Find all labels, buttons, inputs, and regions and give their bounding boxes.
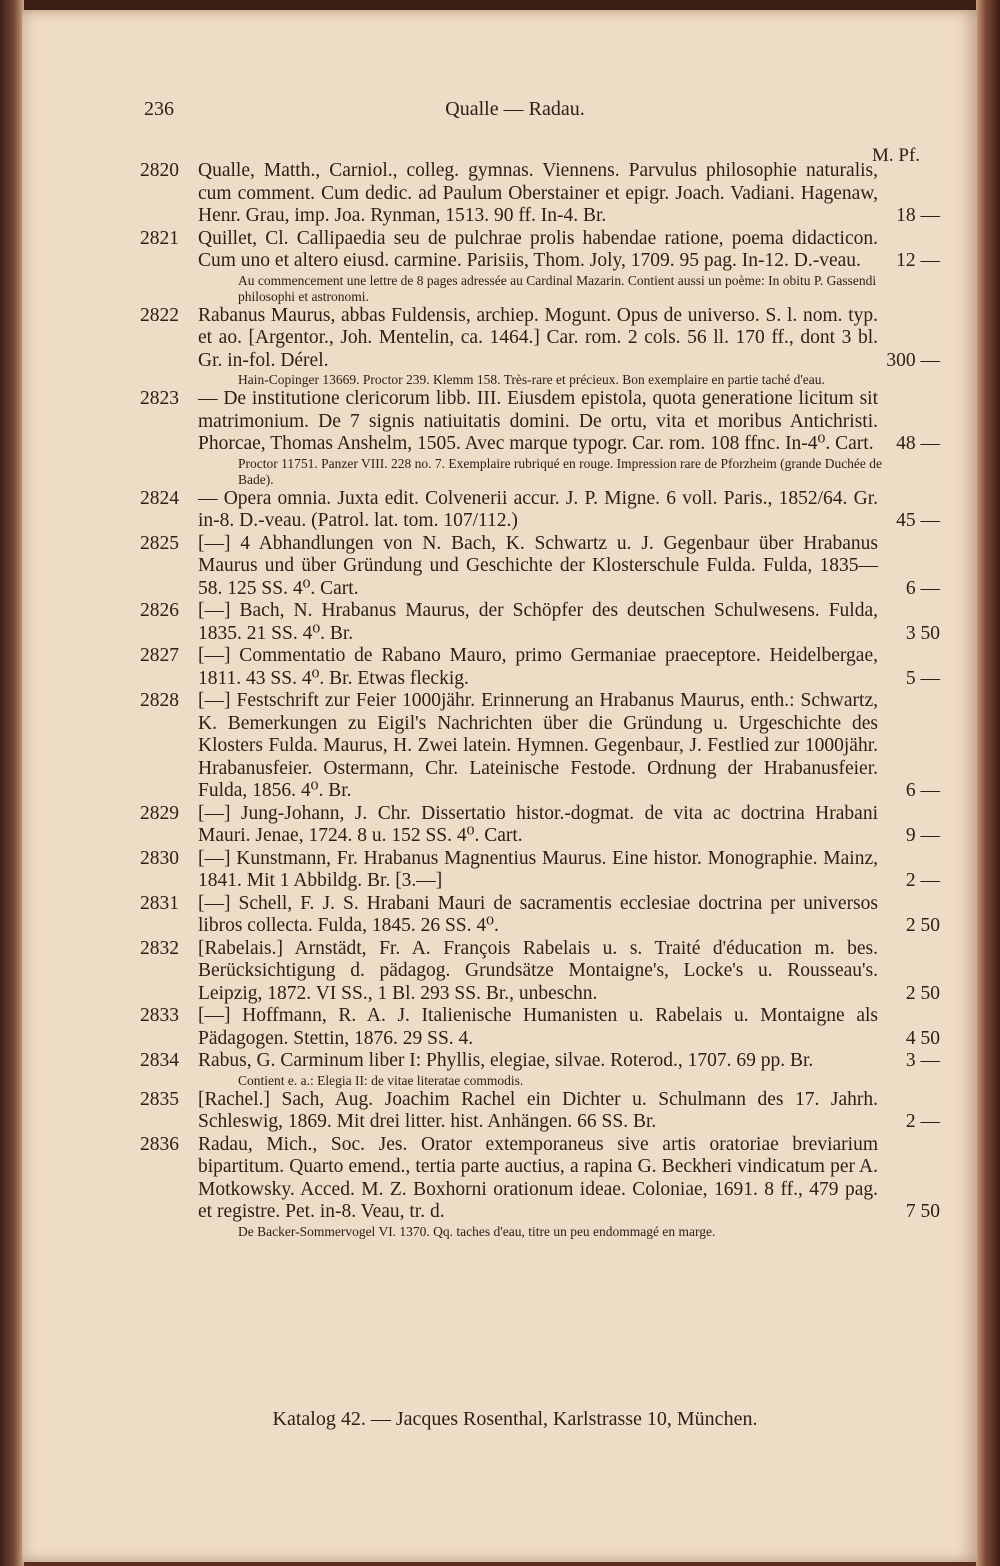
entry-description: [—] Kunstmann, Fr. Hrabanus Magnentius Maurus. Eine histor. Monographie. Mainz, 1841. Mit 1 Abbildg. Br. [3.—] — [198, 847, 878, 891]
catalog-entry — [140, 533, 940, 601]
entry-price: 6 — — [905, 577, 940, 599]
entry-price: 2 50 — [905, 982, 940, 1004]
entry-price: 5 — — [905, 667, 940, 689]
catalog-entry — [140, 1134, 940, 1224]
entry-description: Quillet, Cl. Callipaedia seu de pulchrae prolis habendae ratione, poema didacticon. Cum uno et altero eiusd. carmine. Parisiis, Thom. Joly, 1709. 95 pag. In-12. D.-veau. — [198, 227, 878, 271]
catalog-footer: Katalog 42. — Jacques Rosenthal, Karlstrasse 10, München. — [272, 1408, 758, 1430]
entry-number: 2825 — [140, 532, 179, 554]
entry-note: Au commencement une lettre de 8 pages adressée au Cardinal Mazarin. Contient aussi un poème: In obitu P. Gassendi philosophi et astronomi. — [238, 272, 877, 304]
entry-price: 4 50 — [905, 1027, 940, 1049]
entry-price: 48 — — [896, 433, 940, 454]
catalog-entries — [140, 160, 940, 1240]
entry-description: [—] Hoffmann, R. A. J. Italienische Humanisten u. Rabelais u. Montaigne als Pädagogen. Stettin, 1876. 29 SS. 4. — [198, 1005, 878, 1049]
entry-number: 2836 — [140, 1133, 179, 1155]
page-header — [120, 98, 910, 128]
entry-number: 2823 — [140, 388, 179, 409]
catalog-entry — [140, 1089, 940, 1134]
entry-description: Qualle, Matth., Carniol., colleg. gymnas. Viennens. Parvulus philosophie naturalis, cum comment. Cum dedic. ad Paulum Oberstainer et epigr. Joach. Vadiani. Hagenaw, Henr. Grau, imp. Joa. Rynman, 1513. 90 ff. In-4. Br. — [198, 160, 878, 226]
entry-number: 2822 — [140, 304, 179, 326]
entry-price: 45 — — [896, 510, 940, 531]
catalog-entry — [140, 893, 940, 938]
catalog-entry — [140, 848, 940, 893]
entry-description: Radau, Mich., Soc. Jes. Orator extemporaneus sive artis oratoriae breviarium bipartitum. Quarto emend., tertia parte auctius, a rapina G. Beckheri vindicatum per A. Motkowsky. Acced. M. Z. Boxhorni orationum ideae. Coloniae, 1691. 8 ff., 479 pag. et registre. Pet. in-8. Veau, tr. d. — [198, 1133, 878, 1222]
entry-number: 2827 — [140, 645, 179, 666]
entry-price: 6 — — [905, 780, 940, 801]
catalog-entry — [140, 938, 940, 1006]
entry-number: 2833 — [140, 1005, 179, 1026]
entry-description: [—] Jung-Johann, J. Chr. Dissertatio histor.-dogmat. de vita ac doctrina Hrabani Mauri. Jenae, 1724. 8 u. 152 SS. 4⁰. Cart. — [198, 802, 878, 846]
entry-description: [Rabelais.] Arnstädt, Fr. A. François Rabelais u. s. Traité d'éducation m. bes. Berücksichtigung d. pädagog. Grundsätze Montaigne's, Locke's u. Rousseau's. Leipzig, 1872. VI SS., 1 Bl. 293 SS. Br., unbeschn. — [198, 937, 878, 1004]
entry-description: Rabanus Maurus, abbas Fuldensis, archiep. Mogunt. Opus de universo. S. l. nom. typ. et ao. [Argentor., Joh. Mentelin, ca. 1464.] Car. rom. 2 cols. 56 ll. 170 ff., dont 3 bl. Gr. in-fol. Dérel. — [198, 304, 878, 371]
catalog-entry — [140, 305, 940, 373]
entry-number: 2820 — [140, 160, 179, 181]
entry-number: 2832 — [140, 937, 179, 959]
entry-number: 2821 — [140, 227, 179, 249]
entry-description: — Opera omnia. Juxta edit. Colvenerii accur. J. P. Migne. 6 voll. Paris., 1852/64. Gr. in-8. D.-veau. (Patrol. lat. tom. 107/112.) — [198, 487, 878, 531]
catalog-entry — [140, 388, 940, 456]
entry-number: 2829 — [140, 802, 179, 824]
catalog-entry — [140, 690, 940, 803]
entry-price: 9 — — [905, 825, 940, 846]
entry-note: Proctor 11751. Panzer VIII. 228 no. 7. Exemplaire rubriqué en rouge. Impression rare de Pforzheim (grande Duchée de Bade). — [238, 455, 883, 487]
entry-price: 3 — — [905, 1050, 940, 1071]
page-number: 236 — [144, 98, 174, 120]
catalog-entry — [140, 600, 940, 645]
entry-description: [—] Schell, F. J. S. Hrabani Mauri de sacramentis ecclesiae doctrina per universos libros collecta. Fulda, 1845. 26 SS. 4⁰. — [198, 892, 878, 936]
entry-number: 2831 — [140, 892, 179, 914]
entry-price: 2 — — [905, 1111, 940, 1132]
entry-number: 2835 — [140, 1088, 179, 1110]
entry-description: — De institutione clericorum libb. III. Eiusdem epistola, quota generatione licitum sit matrimonium. De 7 signis natiuitatis domini. De ortu, vita et moribus Antichristi. Phorcae, Thomas Anshelm, 1505. Avec marque typogr. Car. rom. 108 ffnc. In-4⁰. Cart. — [198, 388, 878, 454]
catalog-entry — [140, 228, 940, 273]
entry-price: 2 50 — [905, 915, 940, 936]
entry-price: 300 — — [886, 349, 940, 371]
catalog-entry — [140, 1005, 940, 1050]
entry-note: Contient e. a.: Elegia II: de vitae literatae commodis. — [238, 1072, 524, 1088]
entry-note: Hain-Copinger 13669. Proctor 239. Klemm 158. Très-rare et précieux. Bon exemplaire en partie taché d'eau. — [238, 372, 825, 387]
entry-price: 7 50 — [905, 1201, 940, 1222]
entry-description: [—] 4 Abhandlungen von N. Bach, K. Schwartz u. J. Gegenbaur über Hrabanus Maurus und über Gründung und Geschichte der Klosterschule Fulda. Fulda, 1835—58. 125 SS. 4⁰. Cart. — [198, 532, 878, 599]
book-edge — [976, 0, 1000, 1566]
entry-price: 12 — — [896, 250, 940, 271]
entry-price: 3 50 — [905, 622, 940, 644]
entry-description: [—] Commentatio de Rabano Mauro, primo Germaniae praeceptore. Heidelbergae, 1811. 43 SS. 4⁰. Br. Etwas fleckig. — [198, 645, 878, 689]
entry-price: 18 — — [896, 205, 940, 226]
entry-number: 2828 — [140, 690, 179, 711]
entry-number: 2830 — [140, 847, 179, 869]
book-spine — [0, 0, 24, 1566]
catalog-entry — [140, 1050, 940, 1073]
catalog-entry — [140, 803, 940, 848]
entry-description: [Rachel.] Sach, Aug. Joachim Rachel ein Dichter u. Schulmann des 17. Jahrh. Schleswig, 1869. Mit drei litter. hist. Anhängen. 66 SS. Br. — [198, 1088, 878, 1132]
entry-number: 2834 — [140, 1050, 179, 1071]
entry-note: De Backer-Sommervogel VI. 1370. Qq. taches d'eau, titre un peu endommagé en marge. — [238, 1223, 716, 1239]
catalog-entry — [140, 488, 940, 533]
entry-description: Rabus, G. Carminum liber I: Phyllis, elegiae, silvae. Roterod., 1707. 69 pp. Br. — [198, 1050, 814, 1071]
page-title: Qualle — Radau. — [445, 98, 585, 120]
catalog-entry — [140, 645, 940, 690]
currency-header: M. Pf. — [872, 145, 921, 166]
entry-number: 2824 — [140, 487, 179, 509]
entry-number: 2826 — [140, 600, 179, 621]
catalog-entry — [140, 160, 940, 228]
entry-description: [—] Festschrift zur Feier 1000jähr. Erinnerung an Hrabanus Maurus, enth.: Schwartz, K. Bemerkungen zu Eigil's Nachrichten über die Gründung u. Urgeschichte des Klosters Fulda. Maurus, H. Zwei latein. Hymnen. Gegenbaur, J. Festlied zur 1000jähr. Hrabanusfeier. Ostermann, Chr. Lateinische Festode. Ordnung der Hrabanusfeier. Fulda, 1856. 4⁰. Br. — [198, 690, 878, 801]
entry-price: 2 — — [905, 870, 940, 891]
entry-description: [—] Bach, N. Hrabanus Maurus, der Schöpfer des deutschen Schulwesens. Fulda, 1835. 21 SS. 4⁰. Br. — [198, 600, 878, 644]
